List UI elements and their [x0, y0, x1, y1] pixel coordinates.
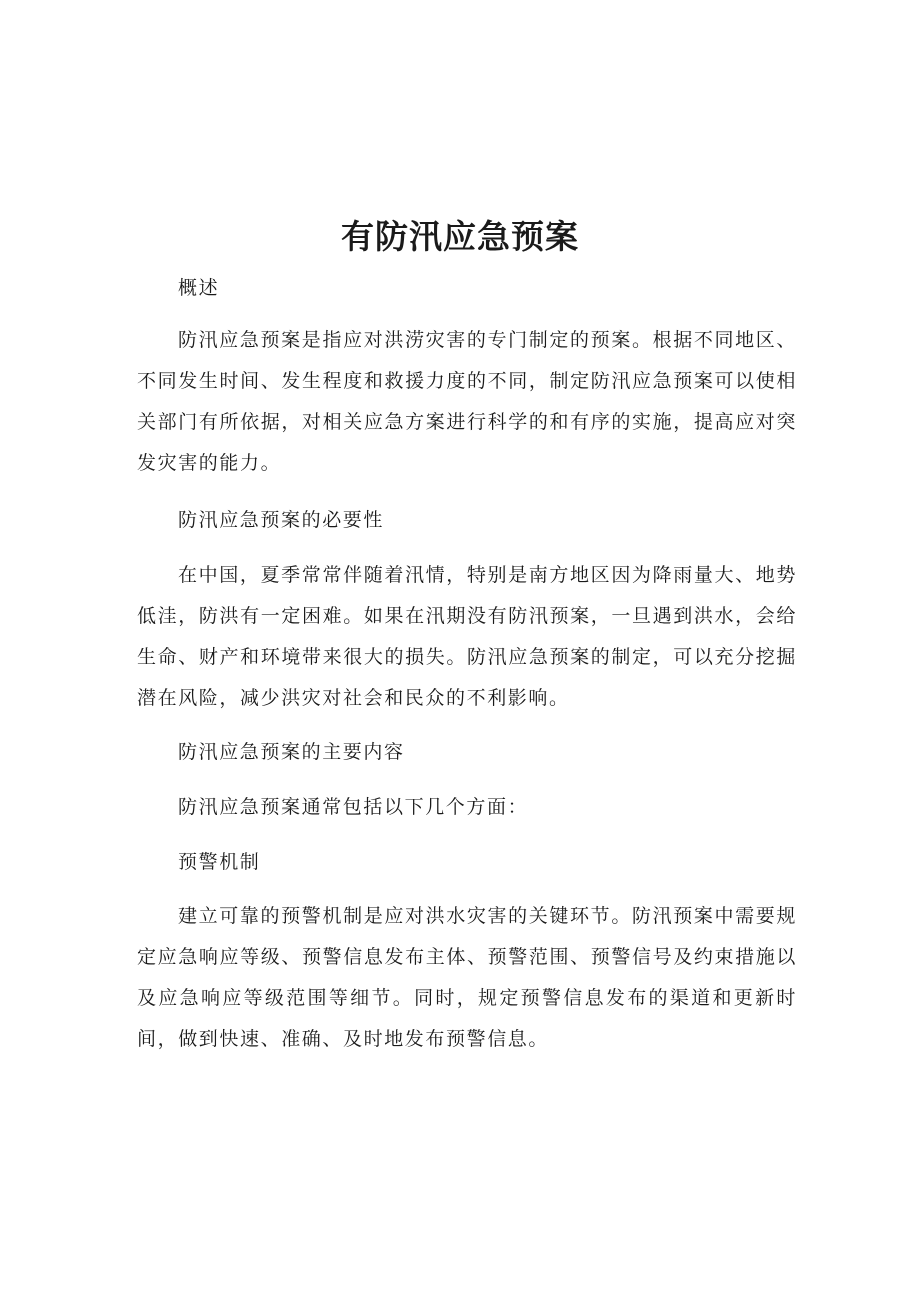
intro-line-aspects: 防汛应急预案通常包括以下几个方面：	[178, 796, 529, 818]
section-heading-overview: 概述	[178, 277, 220, 299]
document-title: 有防汛应急预案	[341, 217, 579, 256]
section-heading-main-content: 防汛应急预案的主要内容	[178, 741, 405, 763]
section-heading-necessity: 防汛应急预案的必要性	[178, 509, 385, 531]
paragraph-overview: 防汛应急预案是指应对洪涝灾害的专门制定的预案。根据不同地区、不同发生时间、发生程度和救援力度的不同，制定防汛应急预案可以使相关部门有所依据，对相关应急方案进行科学的和有序的实施，提高应对突发灾害的能力。	[137, 329, 797, 474]
paragraph-necessity: 在中国，夏季常常伴随着汛情，特别是南方地区因为降雨量大、地势低洼，防洪有一定困难。如果在汛期没有防汛预案，一旦遇到洪水，会给生命、财产和环境带来很大的损失。防汛应急预案的制定，可以充分挖掘潜在风险，减少洪灾对社会和民众的不利影响。	[137, 564, 797, 709]
section-heading-warning-mechanism: 预警机制	[178, 851, 261, 873]
paragraph-warning-mechanism: 建立可靠的预警机制是应对洪水灾害的关键环节。防汛预案中需要规定应急响应等级、预警信息发布主体、预警范围、预警信号及约束措施以及应急响应等级范围等细节。同时，规定预警信息发布的渠道和更新时间，做到快速、准确、及时地发布预警信息。	[137, 905, 797, 1050]
